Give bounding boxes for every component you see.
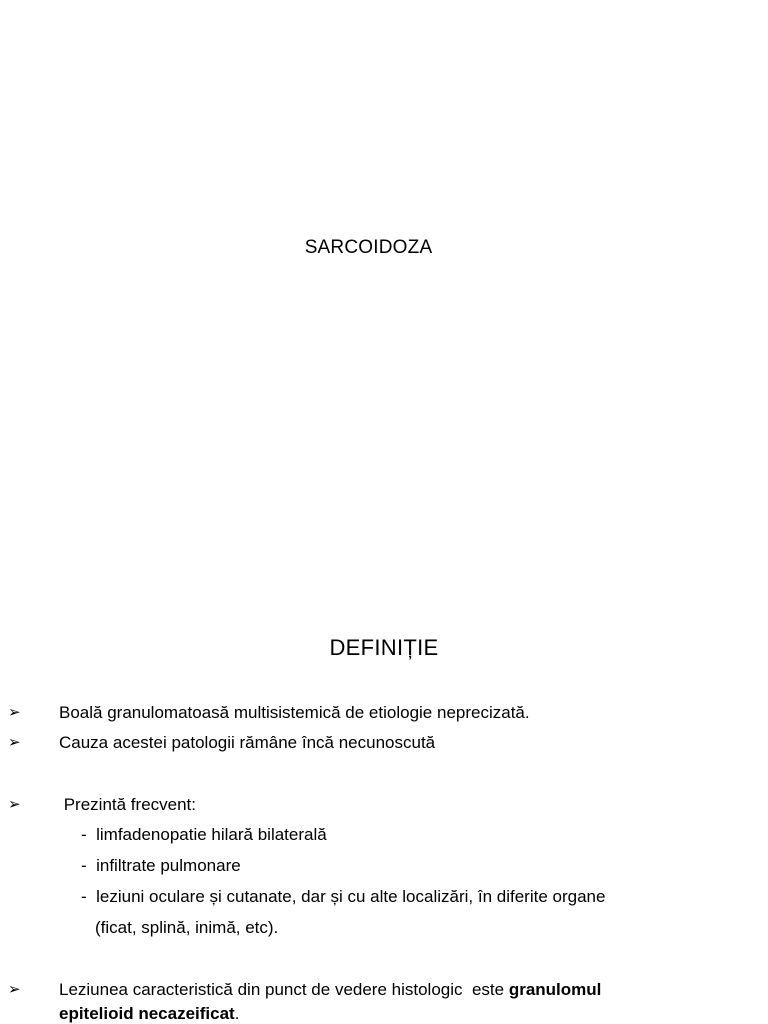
arrow-bullet-icon: ➢ [8,796,21,813]
lesion-text-suffix: . [234,1004,240,1023]
list-item-continuation-text [59,1003,239,1024]
list-item-text [59,979,601,1001]
section-heading: DEFINIȚIE [329,635,439,660]
arrow-bullet-icon: ➢ [8,981,21,998]
lesion-text-prefix: Leziunea caracteristică din punct de vedere histologic este [59,980,509,999]
sub-list-item-text: - limfadenopatie hilară bilaterală [81,825,327,844]
page-title: SARCOIDOZA [304,237,433,258]
lesion-bold-term-1: granulomul [508,980,602,999]
list-item-text: Boală granulomatoasă multisistemică de etiologie neprecizată. [59,703,530,722]
lesion-bold-term-2: epitelioid necazeificat [59,1004,235,1023]
arrow-bullet-icon: ➢ [8,704,21,721]
sub-list-item-text: - leziuni oculare și cutanate, dar și cu alte localizări, în diferite organe [81,887,606,906]
list-item-text: Prezintă frecvent: [59,795,197,814]
sub-list-continuation-text: (ficat, splină, inimă, etc). [95,918,279,937]
arrow-bullet-icon: ➢ [8,734,21,751]
sub-list-item-text: - infiltrate pulmonare [81,856,241,875]
list-item-text: Cauza acestei patologii rămâne încă necunoscută [59,733,436,752]
